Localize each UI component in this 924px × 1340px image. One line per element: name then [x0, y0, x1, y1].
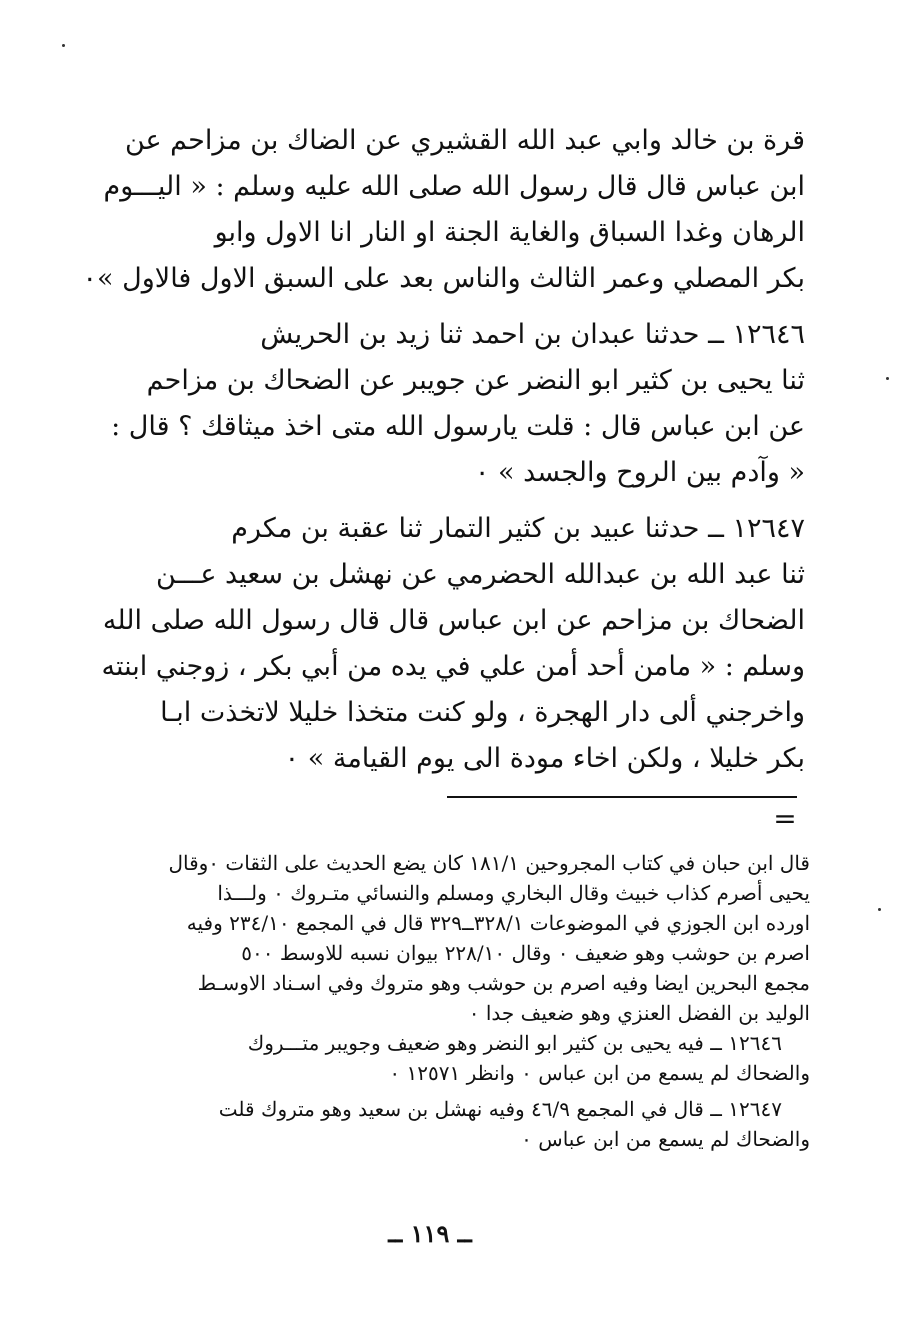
- text-line: واخرجني ألى دار الهجرة ، ولو كنت متخذا خليلا لاتخذت ابـا: [160, 697, 805, 728]
- footnote-12647: ١٢٦٤٧ ــ قال في المجمع ٤٦/٩ وفيه نهشل بن سعيد وهو متروك قلت: [218, 1097, 782, 1121]
- scan-speck: [62, 44, 65, 47]
- text-line: وسلم : « مامن أحد أمن علي في يده من أبي بكر ، زوجني ابنته: [101, 651, 805, 682]
- hadith-12646-heading: ١٢٦٤٦ ــ حدثنا عبدان بن احمد ثنا زيد بن الحريش: [260, 319, 805, 350]
- footnote-divider: [447, 796, 797, 798]
- text-line: بكر خليلا ، ولكن اخاء مودة الى يوم القيامة » ٠: [284, 743, 805, 774]
- text-line: الضحاك بن مزاحم عن ابن عباس قال قال رسول الله صلى الله: [102, 605, 805, 636]
- text-line: ثنا عبد الله بن عبدالله الحضرمي عن نهشل بن سعيد عـــن: [156, 559, 805, 590]
- footnote-line: والضحاك لم يسمع من ابن عباس ٠: [521, 1127, 810, 1151]
- footnote-line: اورده ابن الجوزي في الموضوعات ٣٢٨/١ــ٣٢٩ قال في المجمع ٢٣٤/١٠ وفيه: [186, 911, 810, 935]
- footnote-line: يحيى أصرم كذاب خبيث وقال البخاري ومسلم والنسائي متـروك ٠ ولـــذا: [217, 881, 810, 905]
- text-line: عن ابن عباس قال : قلت يارسول الله متى اخذ ميثاقك ؟ قال :: [111, 411, 805, 442]
- hadith-text-block: [82, 118, 805, 782]
- text-line: قرة بن خالد وابي عبد الله القشيري عن الضاك بن مزاحم عن: [124, 125, 805, 156]
- divider-mark: =: [773, 802, 797, 835]
- hadith-12647-heading: ١٢٦٤٧ ــ حدثنا عبيد بن كثير التمار ثنا عقبة بن مكرم: [231, 513, 805, 544]
- footnote-line: مجمع البحرين ايضا وفيه اصرم بن حوشب وهو متروك وفي اسـناد الاوسـط: [197, 971, 810, 995]
- footnotes-block: [95, 848, 810, 1154]
- text-line: ثنا يحيى بن كثير ابو النضر عن جويبر عن الضحاك بن مزاحم: [146, 365, 805, 396]
- footnote-line: والضحاك لم يسمع من ابن عباس ٠ وانظر ١٢٥٧١ ٠: [389, 1061, 810, 1085]
- text-line: ابن عباس قال قال رسول الله صلى الله عليه وسلم : « اليـــوم: [103, 171, 805, 202]
- scan-speck: [886, 377, 889, 380]
- text-line: « وآدم بين الروح والجسد » ٠: [474, 457, 805, 488]
- footnote-line: اصرم بن حوشب وهو ضعيف ٠ وقال ٢٢٨/١٠ بيوان نسبه للاوسط ٥٠٠: [241, 941, 810, 965]
- text-line: بكر المصلي وعمر الثالث والناس بعد على السبق الاول فالاول »٠: [82, 263, 805, 294]
- scan-speck: [878, 908, 881, 911]
- footnote-line: قال ابن حبان في كتاب المجروحين ١٨١/١ كان يضع الحديث على الثقات ٠وقال: [168, 851, 810, 875]
- footnote-line: الوليد بن الفضل العنزي وهو ضعيف جدا ٠: [468, 1001, 810, 1025]
- footnote-12646: ١٢٦٤٦ ــ فيه يحيى بن كثير ابو النضر وهو ضعيف وجويبر متـــروك: [247, 1031, 782, 1055]
- page-number: ــ ١١٩ ــ: [388, 1219, 472, 1248]
- text-line: الرهان وغدا السباق والغاية الجنة او النار انا الاول وابو: [214, 217, 805, 248]
